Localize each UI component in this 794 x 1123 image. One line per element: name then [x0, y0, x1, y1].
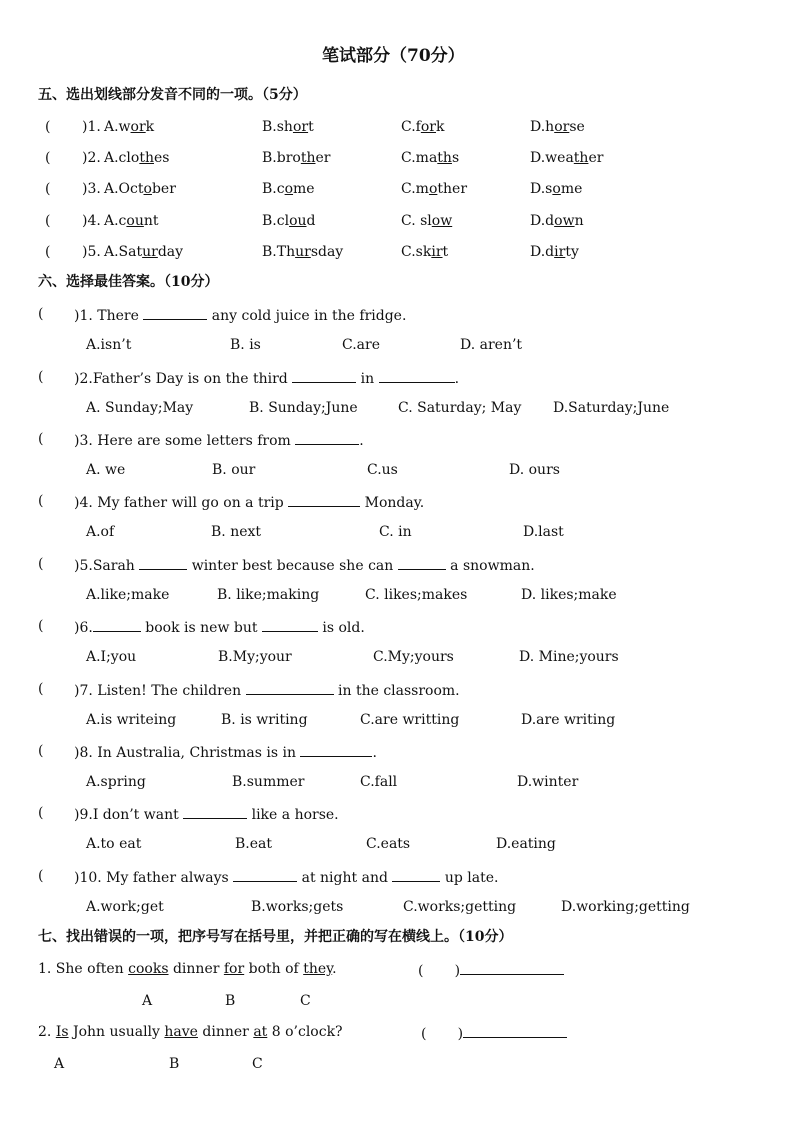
s5-option-text: k	[145, 119, 155, 135]
s6-answer-bracket[interactable]: (	[38, 493, 44, 509]
s6-stem-text: up late.	[440, 870, 499, 886]
s6-choice-option: D. ours	[509, 462, 560, 478]
s6-question-stem	[74, 492, 424, 512]
s6-stem-text: book is new but	[140, 620, 262, 636]
s5-option-text: d	[306, 213, 316, 229]
s5-option-text: A.Oct	[104, 181, 144, 197]
s6-choice-option: A.like;make	[86, 587, 170, 603]
s5-option-text: C. sl	[401, 213, 432, 229]
s5-underlined-part: th	[573, 150, 589, 166]
s6-question-stem	[74, 555, 535, 575]
s5-option	[262, 243, 343, 261]
s5-underlined-part: ur	[295, 244, 311, 260]
s6-fill-blank[interactable]	[262, 617, 318, 632]
s5-option-text: day	[157, 244, 184, 260]
q1-label-c: C	[300, 993, 311, 1009]
s6-stem-text: )4. My father will go on a trip	[74, 495, 289, 511]
s5-option	[104, 180, 176, 198]
s5-option-text: sday	[310, 244, 344, 260]
page-title: 笔试部分（70分）	[322, 46, 465, 66]
s5-underlined-part: or	[420, 119, 436, 135]
s5-underlined-part: o	[143, 181, 152, 197]
q2-label-c: C	[252, 1056, 263, 1072]
s5-option-text: B.Th	[262, 244, 296, 260]
s6-question-stem	[74, 430, 364, 450]
s6-fill-blank[interactable]	[295, 430, 359, 445]
q2-text-0: 2.	[38, 1024, 56, 1040]
s6-choice-option: C.are writting	[360, 712, 460, 728]
s5-option	[530, 212, 584, 230]
q1-label-a: A	[142, 993, 153, 1009]
s5-answer-bracket[interactable]: (	[45, 213, 51, 229]
s6-choice-option: C.My;yours	[373, 649, 454, 665]
s6-choice-option: C.works;getting	[403, 899, 517, 915]
s6-fill-blank[interactable]	[93, 617, 141, 632]
s6-stem-text: )8. In Australia, Christmas is in	[74, 745, 301, 761]
s6-question-stem	[74, 867, 498, 887]
s6-stem-text: at night and	[297, 870, 393, 886]
s5-option	[262, 149, 330, 167]
q2-label-b: B	[169, 1056, 180, 1072]
s5-option-text: es	[153, 150, 170, 166]
s5-option-text: A.c	[104, 213, 127, 229]
s6-choice-option: D.winter	[517, 774, 579, 790]
s6-choice-option: D. Mine;yours	[519, 649, 619, 665]
s5-option-text: ber	[151, 181, 176, 197]
s5-answer-bracket[interactable]: (	[45, 150, 51, 166]
q1-text-2: both of	[244, 961, 304, 977]
s6-stem-text: a snowman.	[445, 558, 535, 574]
s6-stem-text: )5.Sarah	[74, 558, 140, 574]
s6-choice-option: A.isn’t	[86, 337, 132, 353]
s6-choice-option: D. likes;make	[521, 587, 617, 603]
s5-question-number: )4.	[82, 213, 101, 229]
s6-choice-option: C.eats	[366, 836, 411, 852]
q2-text-3: 8 o’clock?	[267, 1024, 343, 1040]
s6-choice-option: B. like;making	[217, 587, 320, 603]
s6-choice-option: D. aren’t	[460, 337, 523, 353]
s6-choice-option: A.spring	[86, 774, 146, 790]
s5-question-number: )1.	[82, 119, 101, 135]
s6-fill-blank[interactable]	[392, 867, 440, 882]
s6-choice-option: B. is writing	[221, 712, 308, 728]
s5-option	[401, 243, 448, 261]
s6-choice-option: D.last	[523, 524, 564, 540]
s6-answer-bracket[interactable]: (	[38, 743, 44, 759]
s5-option	[530, 118, 585, 136]
s6-stem-text: .	[372, 745, 377, 761]
s5-option-text: n	[574, 213, 584, 229]
s6-choice-option: C. likes;makes	[365, 587, 468, 603]
s6-choice-option: B. is	[230, 337, 261, 353]
s6-choice-option: B. Sunday;June	[249, 400, 358, 416]
s6-choice-option: A.I;you	[86, 649, 137, 665]
s6-choice-option: A. Sunday;May	[86, 400, 194, 416]
s5-option	[262, 118, 314, 136]
s6-stem-text: in	[356, 371, 379, 387]
s5-option	[530, 180, 582, 198]
s6-fill-blank[interactable]	[288, 492, 360, 507]
s6-answer-bracket[interactable]: (	[38, 805, 44, 821]
s6-choice-option: A.work;get	[86, 899, 164, 915]
q2-text-2: dinner	[197, 1024, 254, 1040]
s6-stem-text: .	[359, 433, 364, 449]
q1-label-b: B	[225, 993, 236, 1009]
s5-question-number: )3.	[82, 181, 101, 197]
s5-option-text: D.s	[530, 181, 553, 197]
s6-fill-blank[interactable]	[292, 368, 356, 383]
s6-fill-blank[interactable]	[398, 555, 446, 570]
s5-underlined-part: ou	[289, 213, 307, 229]
s5-answer-bracket[interactable]: (	[45, 244, 51, 260]
s6-choice-option: B. next	[211, 524, 262, 540]
s6-answer-bracket[interactable]: (	[38, 306, 44, 322]
s5-option-text: er	[588, 150, 604, 166]
s6-choice-option: B. our	[212, 462, 256, 478]
s5-option-text: C.f	[401, 119, 421, 135]
s6-fill-blank[interactable]	[300, 742, 372, 757]
q1-option-c-word: they	[303, 961, 333, 977]
s5-option	[104, 149, 169, 167]
s5-option-text: B.sh	[262, 119, 293, 135]
s5-underlined-part: th	[437, 150, 452, 166]
s6-stem-text: )2.Father’s Day is on the third	[74, 371, 293, 387]
s5-option-text: C.sk	[401, 244, 432, 260]
s6-fill-blank[interactable]	[143, 305, 207, 320]
s5-option	[401, 118, 444, 136]
s5-option	[401, 212, 452, 230]
section-6-heading: 六、选择最佳答案。（10分）	[38, 274, 219, 290]
s5-answer-bracket[interactable]: (	[45, 181, 51, 197]
s5-option-text: se	[569, 119, 585, 135]
s6-answer-bracket[interactable]: (	[38, 369, 44, 385]
s6-choice-option: B.works;gets	[251, 899, 344, 915]
s5-option-text: t	[308, 119, 314, 135]
q2-answer-bracket[interactable]: ( )	[421, 1023, 567, 1043]
s6-choice-option: A. we	[86, 462, 126, 478]
s5-option	[104, 212, 159, 230]
s5-option	[530, 149, 603, 167]
s6-answer-bracket[interactable]: (	[38, 556, 44, 572]
s5-option-text: D.wea	[530, 150, 574, 166]
section-7-heading: 七、找出错误的一项，把序号写在括号里，并把正确的写在横线上。（10分）	[38, 929, 513, 945]
s5-option	[401, 180, 467, 198]
s5-underlined-part: or	[292, 119, 309, 135]
s5-option	[401, 149, 459, 167]
s5-underlined-part: o	[284, 181, 294, 197]
s6-stem-text: Monday.	[360, 495, 425, 511]
s5-option-text: er	[315, 150, 331, 166]
s6-answer-bracket[interactable]: (	[38, 431, 44, 447]
s5-option-text: D.d	[530, 244, 555, 260]
s6-fill-blank[interactable]	[246, 680, 334, 695]
s6-choice-option: C.us	[367, 462, 398, 478]
s5-option-text: A.clo	[104, 150, 140, 166]
s5-underlined-part: th	[300, 150, 316, 166]
s5-underlined-part: ou	[126, 213, 144, 229]
s5-option	[262, 212, 315, 230]
s6-fill-blank[interactable]	[183, 804, 247, 819]
q1-text-3: .	[332, 961, 337, 977]
s5-option-text: ty	[565, 244, 579, 260]
s6-choice-option: B.eat	[235, 836, 272, 852]
q2-correction-blank[interactable]	[463, 1023, 567, 1038]
s6-answer-bracket[interactable]: (	[38, 618, 44, 634]
s5-underlined-part: o	[552, 181, 561, 197]
s5-option-text: t	[442, 244, 449, 260]
s5-option-text: A.Sat	[104, 244, 143, 260]
s6-fill-blank[interactable]	[233, 867, 297, 882]
s5-underlined-part: or	[130, 119, 146, 135]
q2-option-b-word: have	[164, 1024, 198, 1040]
s5-underlined-part: ow	[431, 213, 453, 229]
s5-option-text: B.cl	[262, 213, 290, 229]
s5-question-number: )2.	[82, 150, 101, 166]
s6-choice-option: A.is writeing	[86, 712, 177, 728]
s6-choice-option: C. in	[379, 524, 412, 540]
s6-choice-option: D.working;getting	[561, 899, 690, 915]
s5-option-text: B.bro	[262, 150, 301, 166]
s5-underlined-part: ow	[554, 213, 575, 229]
s5-option-text: s	[451, 150, 460, 166]
s6-choice-option: B.summer	[232, 774, 305, 790]
s6-fill-blank[interactable]	[379, 368, 455, 383]
s6-choice-option: D.eating	[496, 836, 556, 852]
q1-option-b-word: for	[223, 961, 245, 977]
s5-answer-bracket[interactable]: (	[45, 119, 51, 135]
s6-stem-text: in the classroom.	[333, 683, 460, 699]
s6-question-stem	[74, 742, 377, 762]
q2-option-a-word: Is	[55, 1024, 69, 1040]
q1-text-0: 1. She often	[38, 961, 129, 977]
s5-option-text: me	[293, 181, 315, 197]
s5-option	[530, 243, 579, 261]
q1-option-a-word: cooks	[128, 961, 169, 977]
s6-question-stem	[74, 617, 365, 637]
error-question-1	[38, 960, 337, 978]
s6-answer-bracket[interactable]: (	[38, 868, 44, 884]
s5-underlined-part: o	[428, 181, 438, 197]
s6-answer-bracket[interactable]: (	[38, 681, 44, 697]
s6-stem-text: winter best because she can	[187, 558, 398, 574]
s5-option	[262, 180, 315, 198]
s6-fill-blank[interactable]	[139, 555, 187, 570]
s5-option-text: D.d	[530, 213, 555, 229]
q2-option-c-word: at	[253, 1024, 268, 1040]
s6-choice-option: D.Saturday;June	[553, 400, 670, 416]
s6-question-stem	[74, 680, 460, 700]
s6-choice-option: D.are writing	[521, 712, 616, 728]
s5-option	[104, 243, 183, 261]
q1-correction-blank[interactable]	[460, 960, 564, 975]
s5-option-text: nt	[143, 213, 159, 229]
s5-option-text: A.w	[104, 119, 131, 135]
s5-option-text: C.ma	[401, 150, 438, 166]
q1-text-1: dinner	[168, 961, 224, 977]
s5-underlined-part: ir	[554, 244, 566, 260]
q2-text-1: John usually	[68, 1024, 165, 1040]
error-question-2	[38, 1023, 343, 1041]
s5-underlined-part: or	[554, 119, 570, 135]
s6-stem-text: )1. There	[74, 308, 144, 324]
s5-underlined-part: th	[139, 150, 154, 166]
s6-choice-option: C.are	[342, 337, 380, 353]
q2-label-a: A	[54, 1056, 65, 1072]
s5-option-text: ther	[437, 181, 468, 197]
s6-question-stem	[74, 804, 339, 824]
section-5-heading: 五、选出划线部分发音不同的一项。（5分）	[38, 87, 307, 103]
s6-stem-text: any cold juice in the fridge.	[207, 308, 407, 324]
s6-choice-option: C. Saturday; May	[398, 400, 522, 416]
s5-option-text: me	[560, 181, 583, 197]
s5-option	[104, 118, 154, 136]
s6-choice-option: A.of	[86, 524, 115, 540]
s6-stem-text: is old.	[317, 620, 365, 636]
s6-question-stem	[74, 368, 459, 388]
s6-stem-text: )7. Listen! The children	[74, 683, 246, 699]
s6-stem-text: )3. Here are some letters from	[74, 433, 296, 449]
s5-option-text: B.c	[262, 181, 285, 197]
q1-answer-bracket[interactable]: ( )	[418, 960, 564, 980]
s5-option-text: D.h	[530, 119, 555, 135]
s6-stem-text: )6.	[74, 620, 93, 636]
s6-stem-text: like a horse.	[247, 807, 339, 823]
s6-stem-text: )10. My father always	[74, 870, 234, 886]
s5-option-text: C.m	[401, 181, 429, 197]
s5-option-text: k	[435, 119, 445, 135]
s6-stem-text: .	[454, 371, 460, 387]
s5-underlined-part: ur	[142, 244, 158, 260]
s6-stem-text: )9.I don’t want	[74, 807, 184, 823]
s6-choice-option: C.fall	[360, 774, 398, 790]
s6-question-stem	[74, 305, 406, 325]
s6-choice-option: A.to eat	[86, 836, 142, 852]
s5-underlined-part: ir	[431, 244, 443, 260]
s5-question-number: )5.	[82, 244, 101, 260]
s6-choice-option: B.My;your	[218, 649, 292, 665]
